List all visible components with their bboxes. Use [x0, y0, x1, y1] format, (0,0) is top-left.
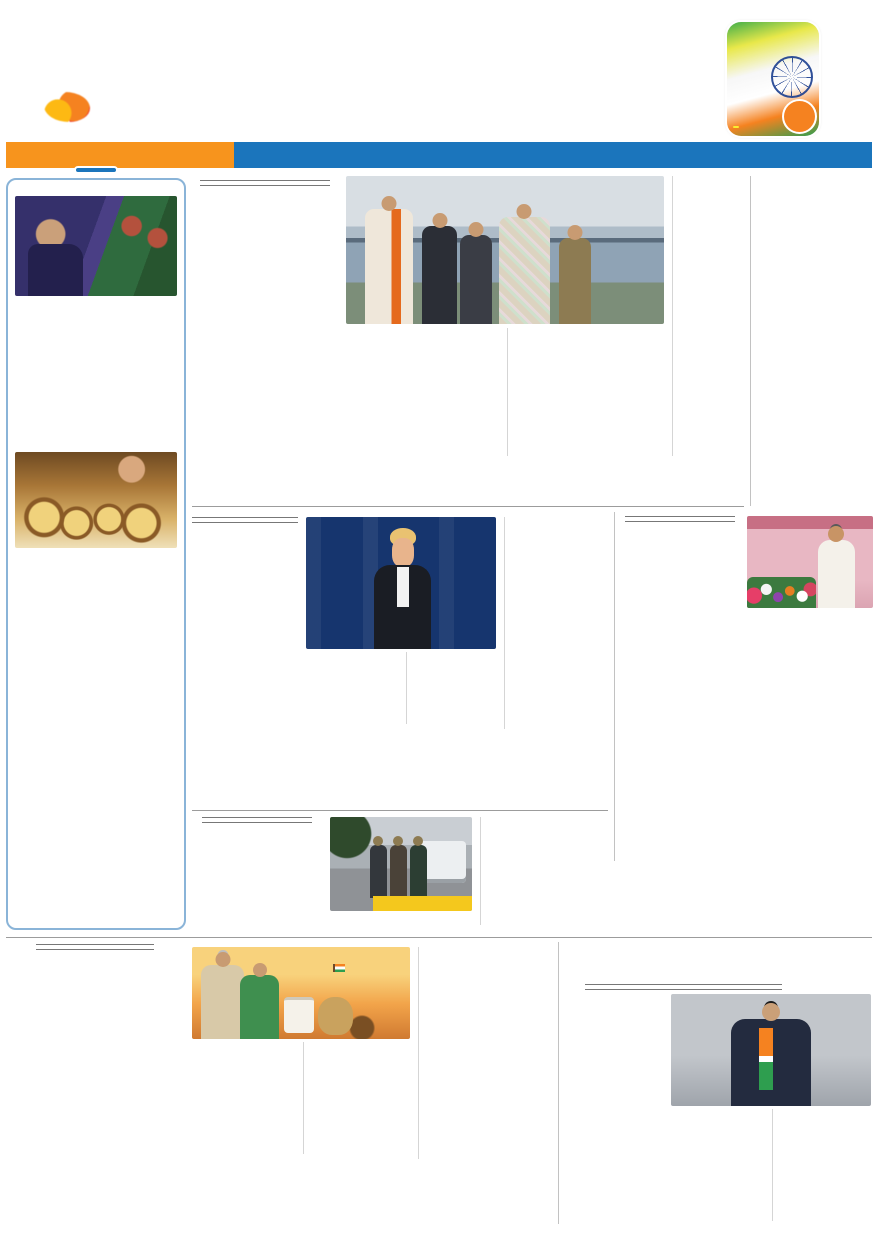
official-figure — [28, 244, 83, 296]
lead-story-yamuna — [192, 176, 744, 456]
flag-rupee-emblem — [727, 22, 819, 136]
ashoka-chakra-icon — [771, 56, 813, 98]
trump-col2a — [306, 654, 398, 714]
trump-col2b — [406, 652, 496, 724]
police-figure — [390, 845, 407, 898]
birla-story — [614, 512, 877, 861]
person-suit — [460, 235, 492, 324]
brief-news-box — [6, 178, 186, 930]
money-bag-icon — [318, 997, 353, 1036]
pension-col2a — [192, 1042, 295, 1154]
brief-story1-body — [15, 300, 177, 448]
pannu-alert-story — [192, 814, 608, 925]
trump-davos-story — [192, 512, 608, 735]
birla-photo — [747, 516, 873, 608]
edition-info-bar — [6, 142, 872, 168]
pension-col3 — [418, 947, 552, 1159]
edition-details — [234, 142, 872, 168]
trump-byline — [192, 517, 298, 523]
pannu-byline — [202, 817, 312, 823]
pension-col2b — [303, 1042, 410, 1154]
section-divider — [6, 937, 872, 938]
flame-icon — [44, 92, 90, 122]
rail-story-trains — [750, 176, 872, 506]
birla-byline — [625, 516, 735, 522]
india-flag-icon — [335, 964, 345, 972]
bjp-byline — [585, 984, 782, 990]
flower-decoration — [747, 577, 816, 608]
bjp-col3 — [777, 1109, 871, 1209]
section-divider — [192, 506, 744, 507]
elderly-man-figure — [201, 965, 245, 1039]
rail-body — [756, 180, 872, 462]
trump-figure-face — [392, 538, 415, 567]
police-figure — [410, 845, 427, 898]
birla-col2 — [747, 611, 873, 859]
page-number-badge — [784, 101, 815, 132]
police-figure — [559, 238, 591, 324]
pannu-col1 — [192, 827, 322, 913]
birla-col1 — [621, 526, 739, 856]
lead-col2a — [346, 328, 499, 456]
person-suit — [422, 226, 457, 324]
yamuna-inspection-photo — [346, 176, 664, 324]
pension-scheme-graphic — [192, 947, 410, 1039]
pension-story — [6, 942, 552, 1186]
page-chip-label — [733, 126, 739, 128]
police-check-photo — [330, 817, 472, 911]
police-figure — [370, 845, 387, 898]
elderly-woman-figure — [240, 975, 279, 1039]
brief-story2-body — [15, 552, 177, 742]
lead-col3 — [677, 176, 749, 444]
trump-wef-photo — [306, 517, 496, 649]
brief-news-title — [76, 168, 116, 172]
pension-byline — [36, 944, 154, 950]
person-orange-scarf — [365, 209, 413, 324]
lead-byline — [200, 180, 330, 186]
trump-col3 — [504, 517, 608, 729]
edition-date — [6, 142, 234, 168]
pannu-col2 — [480, 817, 605, 925]
cricket-meeting-photo — [15, 196, 177, 296]
pension-jar — [284, 997, 315, 1033]
bjp-col1 — [565, 994, 663, 1224]
gold-bangles-photo — [15, 452, 177, 548]
brief-story3-body — [15, 746, 177, 850]
lead-col2b — [507, 328, 665, 456]
bjp-headline[interactable] — [565, 942, 872, 982]
bjp-col2 — [671, 1109, 764, 1221]
lead-col1 — [192, 191, 338, 397]
bjp-president-photo — [671, 994, 871, 1106]
bjp-meeting-story — [558, 942, 872, 1224]
birla-figure — [818, 540, 856, 608]
trump-col1 — [192, 527, 298, 735]
trump-figure-shirt — [397, 567, 408, 607]
section-divider — [192, 810, 608, 811]
party-scarf — [759, 1028, 773, 1091]
pension-col1 — [6, 954, 184, 1186]
barrier-text — [373, 896, 472, 911]
cm-figure-saree — [499, 217, 550, 324]
